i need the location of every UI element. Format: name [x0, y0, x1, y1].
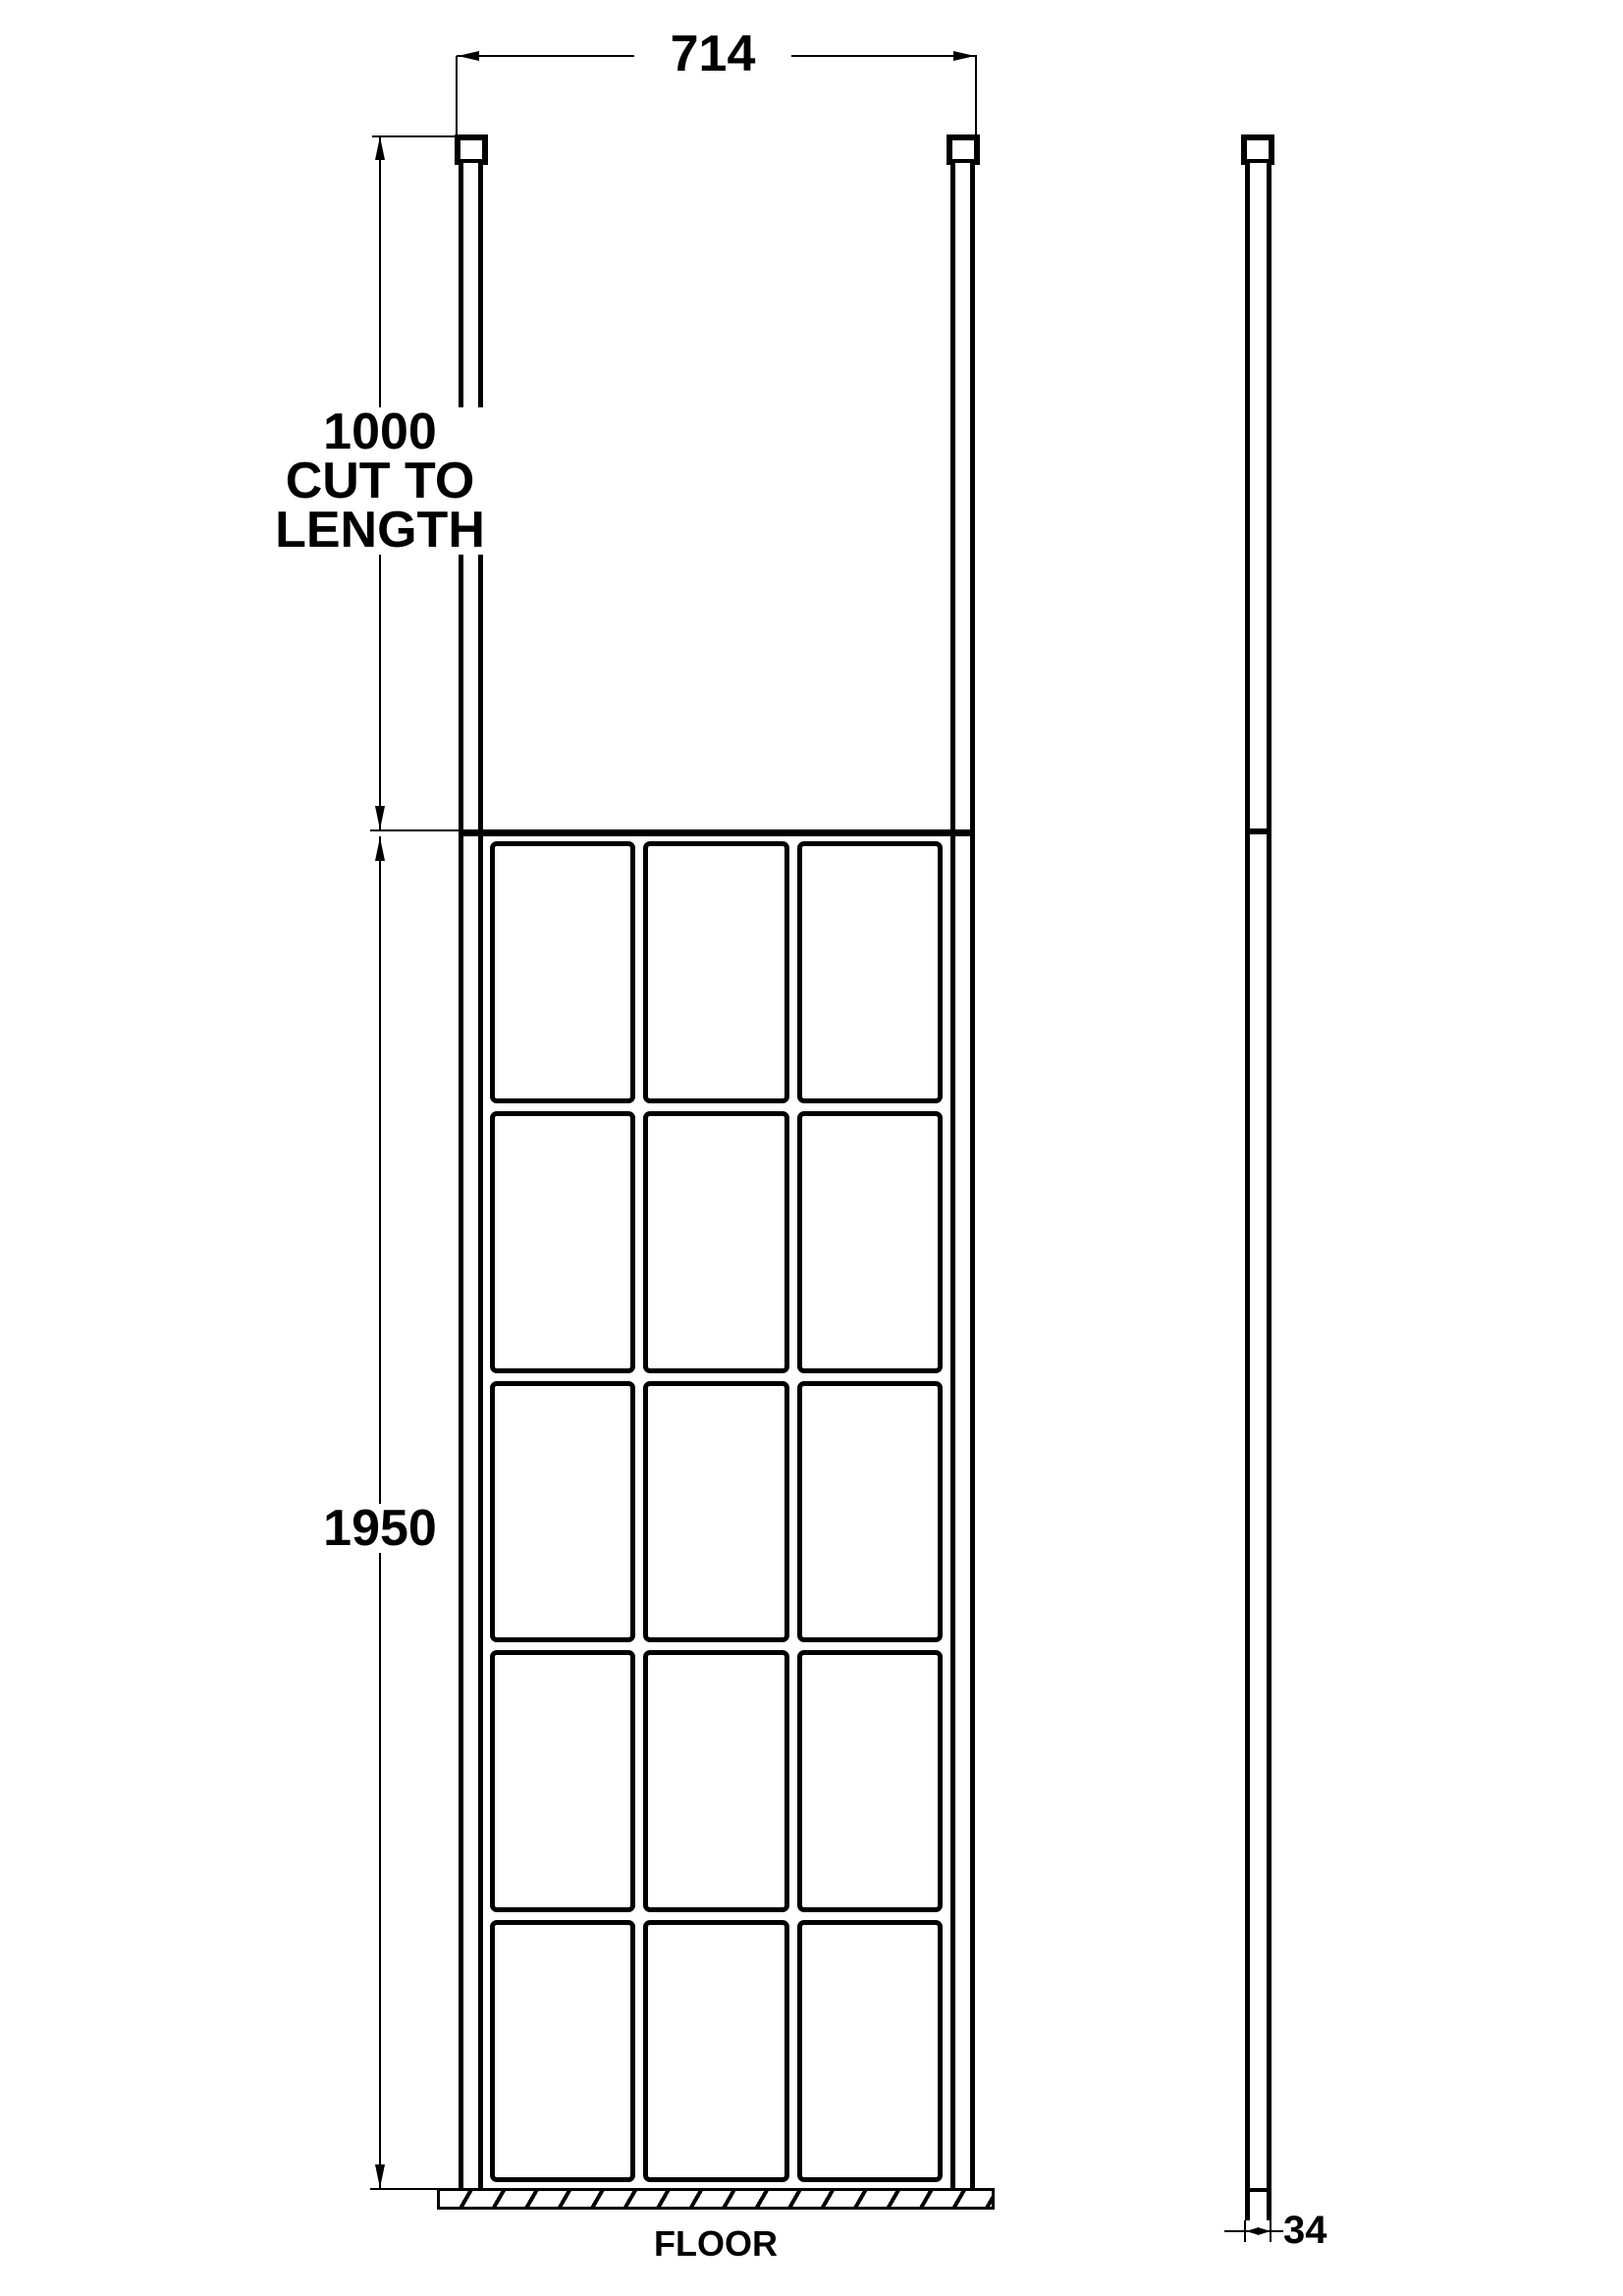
dim-post-label-line3: LENGTH: [275, 502, 485, 559]
dim-post-label-line2: CUT TO: [285, 453, 475, 509]
dim-panel-label: 1950: [306, 1504, 454, 1553]
dim-width-label: 714: [634, 29, 791, 79]
dim-post-label-line1: 1000: [323, 403, 437, 460]
dim-thickness-label: 34: [1283, 2209, 1327, 2252]
arrow-right-icon: [1258, 2227, 1271, 2235]
floor-label: FLOOR: [654, 2223, 778, 2264]
